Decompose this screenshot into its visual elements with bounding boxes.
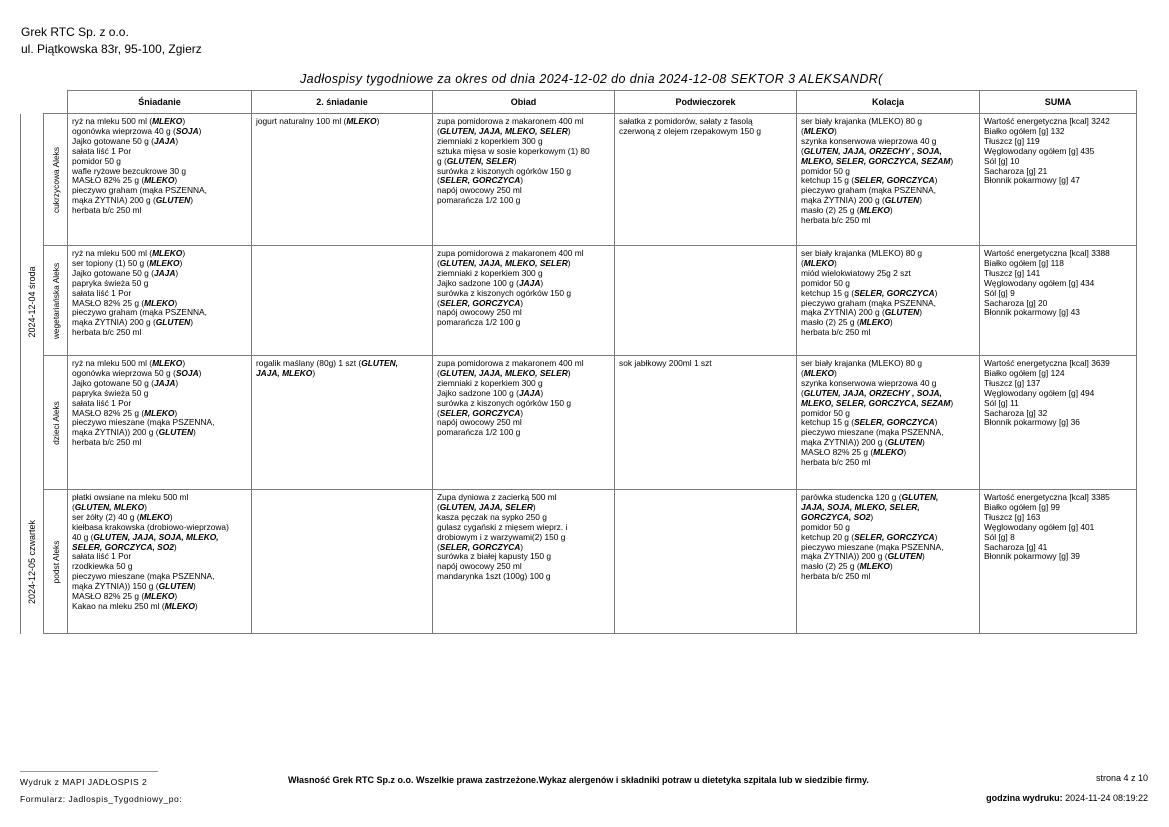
meal-items: jogurt naturalny 100 ml (MLEKO) bbox=[256, 116, 380, 126]
column-header-dinner: Kolacja bbox=[797, 91, 980, 114]
diet-label: wegetariańska Aleks bbox=[50, 262, 61, 339]
nutrition-summary: Wartość energetyczna [kcal] 3639 Białko ogółem [g] 124 Tłuszcz [g] 137 Węglowodany ogółem [g] 494 Sól [g] 11 Sacharoza [g] 32 Błonnik pokarmowy [g] 36 bbox=[984, 358, 1110, 428]
meal-items: sałatka z pomidorów, sałaty z fasolą czerwoną z olejem rzepakowym 150 g bbox=[619, 116, 761, 136]
meal-cell-lunch bbox=[433, 114, 615, 246]
meal-cell-second-breakfast bbox=[252, 246, 433, 356]
diet-row bbox=[21, 246, 1137, 356]
meal-cell-snack bbox=[615, 490, 797, 634]
header-row bbox=[21, 91, 1137, 114]
blank-header bbox=[21, 91, 44, 114]
diet-row bbox=[21, 114, 1137, 246]
meal-items: ser biały krajanka (MLEKO) 80 g (MLEKO) szynka konserwowa wieprzowa 40 g (GLUTEN, JAJA, ORZECHY , SOJA, MLEKO, SELER, GORCZYCA, SEZAM) pomidor 50 g ketchup 15 g (SELER, GORCZYCA) pieczywo graham (mąka PSZENNA, mąka ŻYTNIA) 200 g (GLUTEN) masło (2) 25 g (MLEKO) herbata b/c 250 ml bbox=[801, 116, 954, 226]
diet-label-cell bbox=[44, 246, 68, 356]
meal-items: zupa pomidorowa z makaronem 400 ml (GLUTEN, JAJA, MLEKO, SELER) ziemniaki z koperkiem 300 g Jajko sadzone 100 g (JAJA) surówka z kiszonych ogórków 150 g (SELER, GORCZYCA) napój owocowy 250 ml pomarańcza 1/2 100 g bbox=[437, 358, 584, 438]
meal-cell-dinner bbox=[797, 490, 980, 634]
page-title: Jadłospisy tygodniowe za okres od dnia 2024-12-02 do dnia 2024-12-08 SEKTOR 3 ALEKSANDR( bbox=[300, 72, 883, 86]
meal-items: ryż na mleku 500 ml (MLEKO) ser topiony (1) 50 g (MLEKO) Jajko gotowane 50 g (JAJA) papryka świeża 50 g sałata liść 1 Por MASŁO 82% 25 g (MLEKO) pieczywo graham (mąka PSZENNA, mąka ŻYTNIA) 200 g (GLUTEN) herbata b/c 250 ml bbox=[72, 248, 207, 338]
column-header-sum: SUMA bbox=[980, 91, 1137, 114]
meal-cell-lunch bbox=[433, 246, 615, 356]
column-header-snack: Podwieczorek bbox=[615, 91, 797, 114]
meal-cell-breakfast bbox=[68, 490, 252, 634]
meal-items: ser biały krajanka (MLEKO) 80 g (MLEKO) szynka konserwowa wieprzowa 40 g (GLUTEN, JAJA, ORZECHY , SOJA, MLEKO, SELER, GORCZYCA, SEZAM) pomidor 50 g ketchup 15 g (SELER, GORCZYCA) pieczywo mieszane (mąka PSZENNA, mąka ŻYTNIA)) 200 g (GLUTEN) MASŁO 82% 25 g (MLEKO) herbata b/c 250 ml bbox=[801, 358, 954, 468]
meal-cell-snack bbox=[615, 246, 797, 356]
meal-cell-lunch bbox=[433, 490, 615, 634]
nutrition-summary: Wartość energetyczna [kcal] 3388 Białko ogółem [g] 118 Tłuszcz [g] 141 Węglowodany ogółem [g] 434 Sól [g] 9 Sacharoza [g] 20 Błonnik pokarmowy [g] 43 bbox=[984, 248, 1110, 318]
day-label-cell bbox=[21, 490, 44, 634]
diet-row bbox=[21, 490, 1137, 634]
meal-cell-second-breakfast bbox=[252, 490, 433, 634]
column-header-second-breakfast: 2. śniadanie bbox=[252, 91, 433, 114]
weekly-menu-table bbox=[20, 90, 1137, 634]
meal-cell-sum bbox=[980, 490, 1137, 634]
day-label-cell bbox=[21, 114, 44, 490]
meal-items bbox=[615, 246, 796, 251]
meal-cell-dinner bbox=[797, 246, 980, 356]
print-time-label: godzina wydruku: bbox=[986, 793, 1063, 803]
meal-items: ser biały krajanka (MLEKO) 80 g (MLEKO) miód wielokwiatowy 25g 2 szt pomidor 50 g ketchup 15 g (SELER, GORCZYCA) pieczywo graham (mąka PSZENNA, mąka ŻYTNIA) 200 g (GLUTEN) masło (2) 25 g (MLEKO) herbata b/c 250 ml bbox=[801, 248, 938, 338]
diet-label: podst Aleks bbox=[50, 540, 61, 583]
blank-header bbox=[44, 91, 68, 114]
footer-rule bbox=[20, 771, 158, 772]
diet-label-cell bbox=[44, 490, 68, 634]
meal-items: rogalik maślany (80g) 1 szt (GLUTEN, JAJA, MLEKO) bbox=[256, 358, 398, 378]
diet-label-cell bbox=[44, 356, 68, 490]
meal-items bbox=[615, 490, 796, 495]
diet-label: dzieci Aleks bbox=[50, 400, 61, 445]
nutrition-summary: Wartość energetyczna [kcal] 3242 Białko ogółem [g] 132 Tłuszcz [g] 119 Węglowodany ogółem [g] 435 Sól [g] 10 Sacharoza [g] 21 Błonnik pokarmowy [g] 47 bbox=[984, 116, 1110, 186]
day-label: 2024-12-05 czwartek bbox=[27, 519, 37, 604]
meal-cell-breakfast bbox=[68, 114, 252, 246]
meal-cell-snack bbox=[615, 114, 797, 246]
nutrition-summary: Wartość energetyczna [kcal] 3385 Białko ogółem [g] 99 Tłuszcz [g] 163 Węglowodany ogółem [g] 401 Sól [g] 8 Sacharoza [g] 41 Błonnik pokarmowy [g] 39 bbox=[984, 492, 1110, 562]
page-number: strona 4 z 10 bbox=[1095, 773, 1148, 783]
meal-cell-sum bbox=[980, 114, 1137, 246]
meal-items: sok jabłkowy 200ml 1 szt bbox=[619, 358, 712, 368]
meal-cell-second-breakfast bbox=[252, 114, 433, 246]
print-time bbox=[986, 793, 1148, 803]
form-label: Formularz: Jadlospis_Tygodniowy_po: bbox=[20, 794, 183, 804]
diet-row bbox=[21, 356, 1137, 490]
column-header-lunch: Obiad bbox=[433, 91, 615, 114]
printout-label: Wydruk z MAPI JADŁOSPIS 2 bbox=[20, 777, 148, 787]
meal-items bbox=[252, 490, 432, 495]
column-header-breakfast: Śniadanie bbox=[68, 91, 252, 114]
print-time-value: 2024-11-24 08:19:22 bbox=[1065, 793, 1148, 803]
meal-items: Zupa dyniowa z zacierką 500 ml (GLUTEN, JAJA, SELER) kasza pęczak na sypko 250 g gulasz cygański z mięsem wieprz. i drobiowym i z warzywami(2) 150 g (SELER, GORCZYCA) surówka z białej kapusty 150 g napój owocowy 250 ml mandarynka 1szt (100g) 100 g bbox=[437, 492, 568, 582]
meal-cell-lunch bbox=[433, 356, 615, 490]
meal-cell-breakfast bbox=[68, 246, 252, 356]
meal-items: zupa pomidorowa z makaronem 400 ml (GLUTEN, JAJA, MLEKO, SELER) ziemniaki z koperkiem 300 g sztuka mięsa w sosie koperkowym (1) 80 g (GLUTEN, SELER) surówka z kiszonych ogórków 150 g (SELER, GORCZYCA) napój owocowy 250 ml pomarańcza 1/2 100 g bbox=[437, 116, 590, 206]
meal-cell-dinner bbox=[797, 114, 980, 246]
meal-items: ryż na mleku 500 ml (MLEKO) ogonówka wieprzowa 40 g (SOJA) Jajko gotowane 50 g (JAJA) sałata liść 1 Por pomidor 50 g wafle ryżowe bezcukrowe 30 g MASŁO 82% 25 g (MLEKO) pieczywo graham (mąka PSZENNA, mąka ŻYTNIA) 200 g (GLUTEN) herbata b/c 250 ml bbox=[72, 116, 207, 216]
meal-items: parówka studencka 120 g (GLUTEN, JAJA, SOJA, MLEKO, SELER, GORCZYCA, SO2) pomidor 50 g ketchup 20 g (SELER, GORCZYCA) pieczywo mieszane (mąka PSZENNA, mąka ŻYTNIA)) 200 g (GLUTEN) masło (2) 25 g (MLEKO) herbata b/c 250 ml bbox=[801, 492, 944, 582]
meal-items: ryż na mleku 500 ml (MLEKO) ogonówka wieprzowa 50 g (SOJA) Jajko gotowane 50 g (JAJA) papryka świeża 50 g sałata liść 1 Por MASŁO 82% 25 g (MLEKO) pieczywo mieszane (mąka PSZENNA, mąka ŻYTNIA)) 200 g (GLUTEN) herbata b/c 250 ml bbox=[72, 358, 215, 448]
ownership-notice: Własność Grek RTC Sp.z o.o. Wszelkie prawa zastrzeżone.Wykaz alergenów i składniki potraw u dietetyka szpitala lub w siedzibie firmy. bbox=[288, 775, 869, 785]
meal-cell-sum bbox=[980, 246, 1137, 356]
day-label: 2024-12-04 środa bbox=[27, 265, 37, 338]
meal-items: płatki owsiane na mleku 500 ml (GLUTEN, MLEKO) ser żółty (2) 40 g (MLEKO) kiełbasa krakowska (drobiowo-wieprzowa) 40 g (GLUTEN, JAJA, SOJA, MLEKO, SELER, GORCZYCA, SO2) sałata liść 1 Por rzodkiewka 50 g pieczywo mieszane (mąka PSZENNA, mąka ŻYTNIA)) 150 g (GLUTEN) MASŁO 82% 25 g (MLEKO) Kakao na mleku 250 ml (MLEKO) bbox=[72, 492, 229, 611]
meal-cell-second-breakfast bbox=[252, 356, 433, 490]
meal-cell-sum bbox=[980, 356, 1137, 490]
company-address: ul. Piątkowska 83r, 95-100, Zgierz bbox=[21, 42, 202, 56]
meal-cell-snack bbox=[615, 356, 797, 490]
company-name: Grek RTC Sp. z o.o. bbox=[21, 25, 129, 39]
footer-left bbox=[20, 771, 182, 808]
meal-cell-breakfast bbox=[68, 356, 252, 490]
company-header bbox=[21, 24, 202, 58]
meal-cell-dinner bbox=[797, 356, 980, 490]
meal-items: zupa pomidorowa z makaronem 400 ml (GLUTEN, JAJA, MLEKO, SELER) ziemniaki z koperkiem 300 g Jajko sadzone 100 g (JAJA) surówka z kiszonych ogórków 150 g (SELER, GORCZYCA) napój owocowy 250 ml pomarańcza 1/2 100 g bbox=[437, 248, 584, 328]
menu-body bbox=[21, 114, 1137, 634]
diet-label: cukrzycowa Aleks bbox=[50, 146, 61, 213]
diet-label-cell bbox=[44, 114, 68, 246]
meal-items bbox=[252, 246, 432, 251]
